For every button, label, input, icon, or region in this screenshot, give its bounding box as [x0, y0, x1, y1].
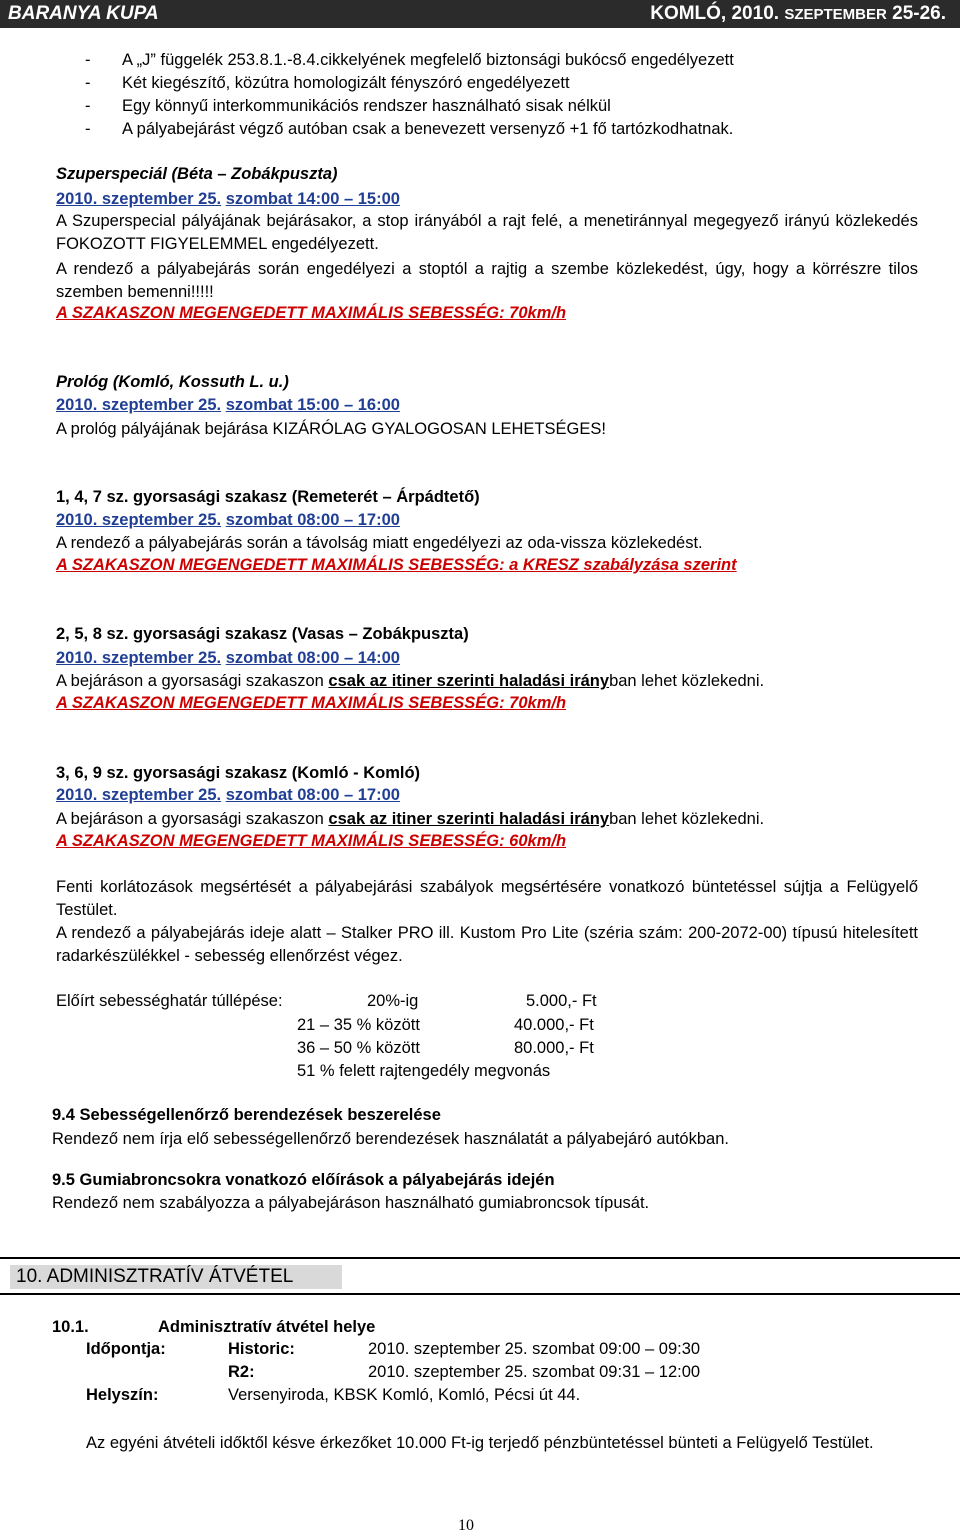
paragraph: Az egyéni átvételi időktől késve érkezőket 10.000 Ft-ig terjedő pénzbüntetéssel bünteti a Felügyelő Testület. — [86, 1434, 874, 1452]
section-title: Prológ (Komló, Kossuth L. u.) — [56, 373, 289, 391]
paragraph: A Szuperspecial pályájának bejárásakor, a stop irányából a rajt felé, a menetiránnyal megegyező irányú közlekedés FOKOZOTT FIGYELEMMEL engedélyezett. — [56, 212, 918, 253]
fines-label: Előírt sebességhatár túllépése: — [56, 992, 283, 1010]
list-item: Két kiegészítő, közútra homologizált fényszóró engedélyezett — [122, 74, 570, 92]
paragraph: Fenti korlátozások megsértését a pályabejárási szabályok megsértésére vonatkozó büntetéssel sújtja a Felügyelő Testület. — [56, 878, 918, 919]
fine-amount: 40.000,- Ft — [514, 1016, 594, 1034]
paragraph: A bejáráson a gyorsasági szakaszon csak az itiner szerinti haladási irányban lehet közlekedni. — [56, 810, 765, 828]
speed-limit: A SZAKASZON MEGENGEDETT MAXIMÁLIS SEBESSÉG: a KRESZ szabályzása szerint — [56, 556, 737, 574]
paragraph: A rendező a pályabejárás során engedélyezi a stoptól a rajtig a szembe közlekedést, úgy, hogy a körrészre tilos szemben bemenni!!!!! — [56, 260, 918, 301]
section-date-line: 2010. szeptember 25. szombat 14:00 – 15:00 — [56, 190, 400, 208]
section-heading: 10. ADMINISZTRATÍV ÁTVÉTEL — [16, 1266, 294, 1287]
header-date: KOMLÓ, 2010. SZEPTEMBER 25-26. — [650, 3, 946, 24]
r2-label: R2: — [228, 1363, 255, 1381]
paragraph: A rendező a pályabejárás ideje alatt – Stalker PRO ill. Kustom Pro Lite (széria szám: 200-2072-00) típusú hitelesített radarkészülékkel - sebesség ellenőrzést végez. — [56, 924, 918, 965]
list-item: Egy könnyű interkommunikációs rendszer használható sisak nélkül — [122, 97, 611, 115]
page-header — [0, 0, 960, 28]
section-date-line: 2010. szeptember 25. szombat 08:00 – 17:00 — [56, 511, 400, 529]
r2-time: 2010. szeptember 25. szombat 09:31 – 12:00 — [368, 1363, 701, 1381]
section-title: 1, 4, 7 sz. gyorsasági szakasz (Remeterét – Árpádtető) — [56, 488, 480, 506]
paragraph: A rendező a pályabejárás során a távolság miatt engedélyezi az oda-vissza közlekedést. — [56, 534, 703, 552]
list-item: A pályabejárást végző autóban csak a benevezett versenyző +1 fő tartózkodhatnak. — [122, 120, 734, 138]
header-title: BARANYA KUPA — [8, 3, 159, 24]
section-heading-bar — [0, 1257, 960, 1295]
fine-range: 36 – 50 % között — [297, 1039, 420, 1057]
section-title: 3, 6, 9 sz. gyorsasági szakasz (Komló - Komló) — [56, 764, 421, 782]
fine-range: 20%-ig — [367, 992, 419, 1010]
speed-limit: A SZAKASZON MEGENGEDETT MAXIMÁLIS SEBESSÉG: 70km/h — [56, 694, 567, 712]
list-dash: - — [85, 120, 91, 138]
section-date-line: 2010. szeptember 25. szombat 08:00 – 17:00 — [56, 786, 400, 804]
list-dash: - — [85, 51, 91, 69]
historic-label: Historic: — [228, 1340, 295, 1358]
speed-limit: A SZAKASZON MEGENGEDETT MAXIMÁLIS SEBESSÉG: 60km/h — [56, 832, 567, 850]
fine-amount: 80.000,- Ft — [514, 1039, 594, 1057]
paragraph: A prológ pályájának bejárása KIZÁRÓLAG GYALOGOSAN LEHETSÉGES! — [56, 420, 606, 438]
paragraph: Rendező nem írja elő sebességellenőrző berendezések használatát a pályabejáró autókban. — [52, 1130, 729, 1148]
subsection-heading: 9.4 Sebességellenőrző berendezések beszerelése — [52, 1106, 441, 1124]
section-title: Szuperspeciál (Béta – Zobákpuszta) — [56, 165, 338, 183]
fine-amount: 5.000,- Ft — [526, 992, 597, 1010]
list-item: A „J” függelék 253.8.1.-8.4.cikkelyének megfelelő biztonsági bukócső engedélyezett — [122, 51, 734, 69]
subsection-number: 10.1. — [52, 1318, 89, 1336]
paragraph: Rendező nem szabályozza a pályabejáráson használható gumiabroncsok típusát. — [52, 1194, 650, 1212]
subsection-title: Adminisztratív átvétel helye — [158, 1318, 376, 1336]
time-label: Időpontja: — [86, 1340, 166, 1358]
subsection-heading: 9.5 Gumiabroncsokra vonatkozó előírások a pályabejárás idején — [52, 1171, 555, 1189]
section-date-line: 2010. szeptember 25. szombat 08:00 – 14:00 — [56, 649, 400, 667]
section-heading-box — [10, 1265, 342, 1289]
list-dash: - — [85, 97, 91, 115]
fine-last: 51 % felett rajtengedély megvonás — [297, 1062, 551, 1080]
list-dash: - — [85, 74, 91, 92]
place-label: Helyszín: — [86, 1386, 159, 1404]
fine-range: 21 – 35 % között — [297, 1016, 420, 1034]
section-title: 2, 5, 8 sz. gyorsasági szakasz (Vasas – Zobákpuszta) — [56, 625, 469, 643]
historic-time: 2010. szeptember 25. szombat 09:00 – 09:30 — [368, 1340, 701, 1358]
section-date-line: 2010. szeptember 25. szombat 15:00 – 16:00 — [56, 396, 400, 414]
paragraph: A bejáráson a gyorsasági szakaszon csak az itiner szerinti haladási irányban lehet közlekedni. — [56, 672, 765, 690]
speed-limit: A SZAKASZON MEGENGEDETT MAXIMÁLIS SEBESSÉG: 70km/h — [56, 304, 567, 322]
place-value: Versenyiroda, KBSK Komló, Komló, Pécsi út 44. — [228, 1386, 581, 1404]
page-number: 10 — [458, 1517, 474, 1534]
